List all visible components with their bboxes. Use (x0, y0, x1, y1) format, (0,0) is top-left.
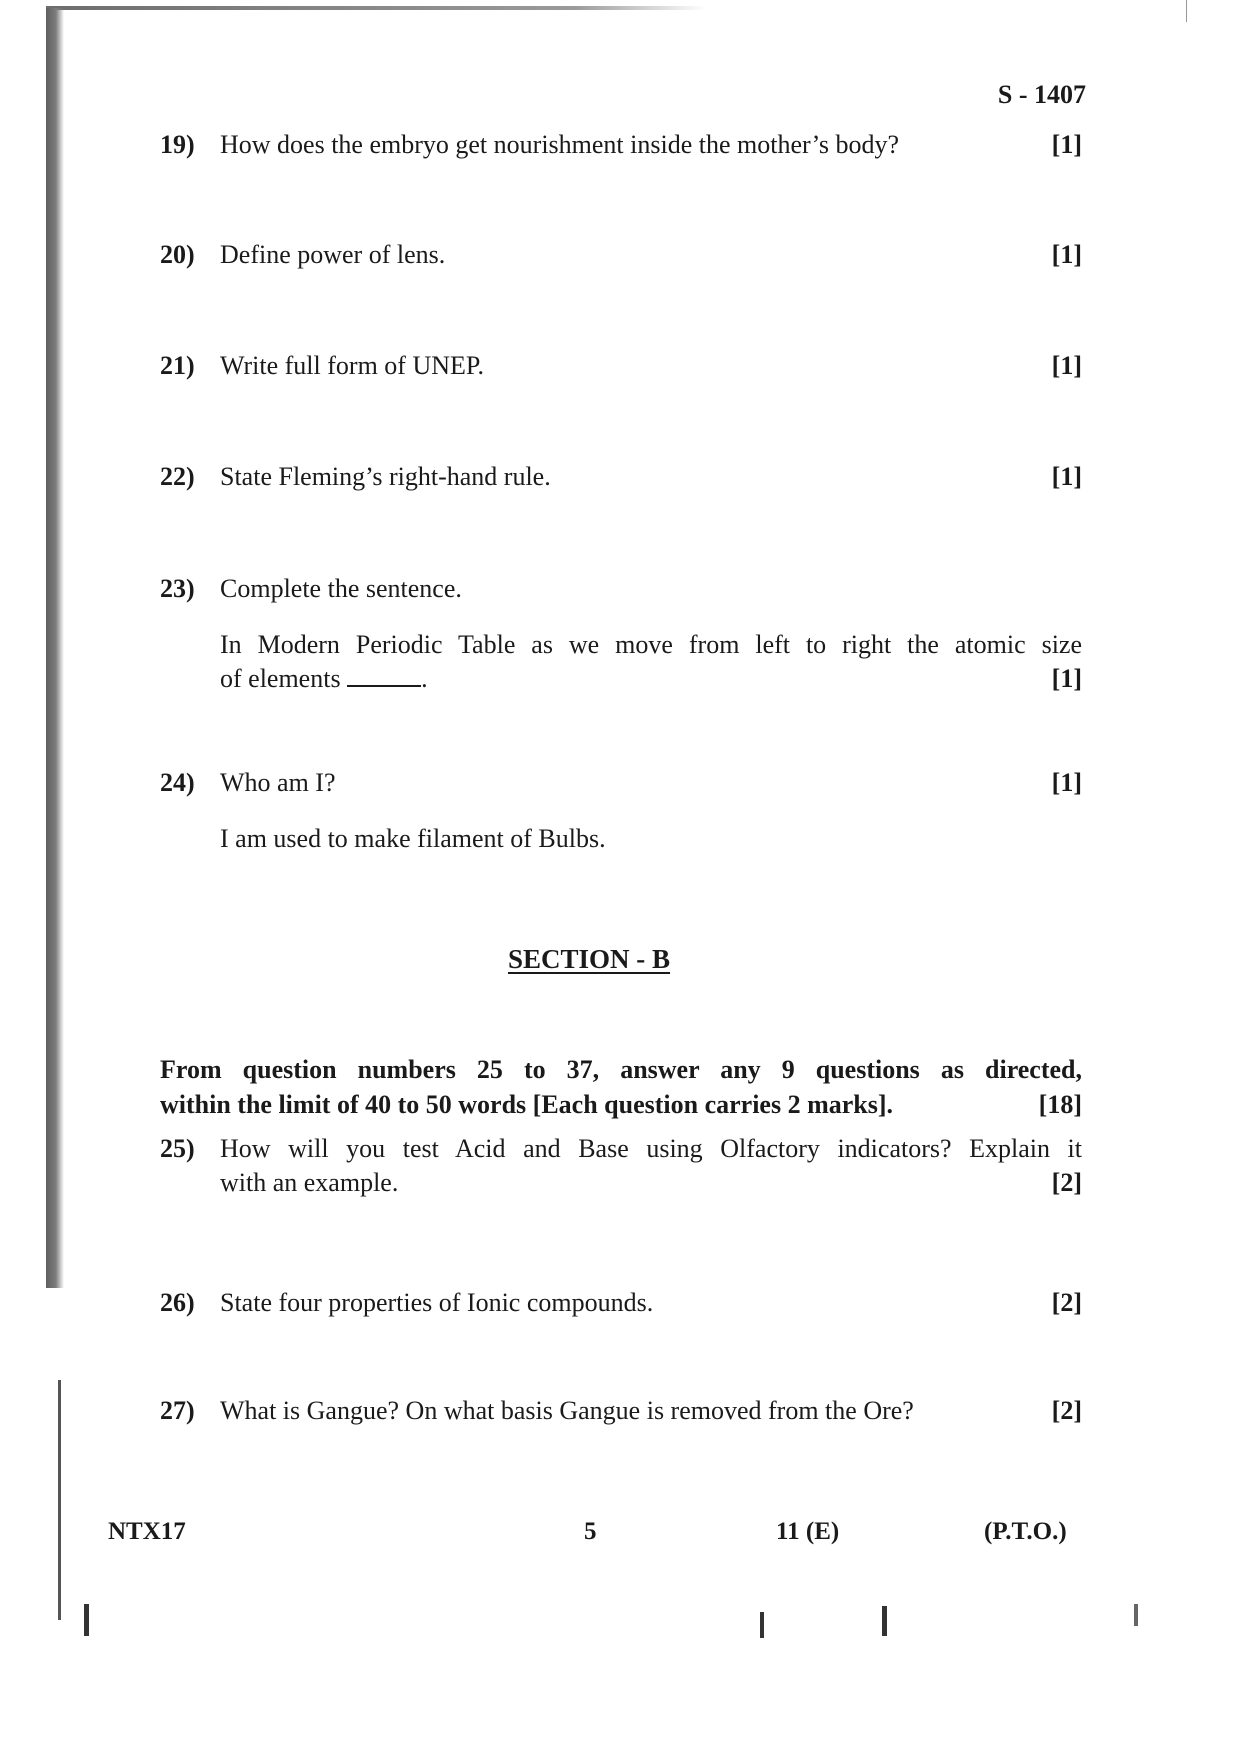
question-number: 20) (160, 240, 195, 269)
question-25 (160, 1132, 1082, 1200)
question-22 (160, 460, 1082, 494)
footer-set: 11 (E) (776, 1518, 840, 1545)
question-marks: [1] (1051, 130, 1082, 159)
question-sub-line: In Modern Periodic Table as we move from left to right the atomic size (220, 630, 1082, 659)
scan-edge-left-lower (58, 1380, 61, 1620)
question-19 (160, 128, 1082, 162)
question-number: 19) (160, 130, 195, 159)
question-text: Complete the sentence. (220, 574, 462, 603)
footer-code: NTX17 (108, 1518, 186, 1545)
instruction-line: From question numbers 25 to 37, answer any 9 questions as directed, (160, 1055, 1082, 1084)
question-text: How will you test Acid and Base using Olfactory indicators? Explain it (220, 1134, 1082, 1163)
question-23 (160, 572, 1082, 696)
question-number: 22) (160, 462, 195, 491)
paper-code: S - 1407 (997, 80, 1086, 109)
question-marks: [2] (1051, 1396, 1082, 1425)
question-number: 26) (160, 1288, 195, 1317)
question-sub-line: I am used to make filament of Bulbs. (220, 824, 606, 853)
question-marks: [1] (1051, 462, 1082, 491)
question-marks: [2] (1051, 1168, 1082, 1197)
scan-mark-bottom-center-right (882, 1606, 887, 1636)
question-text: State Fleming’s right-hand rule. (220, 462, 551, 491)
question-text: What is Gangue? On what basis Gangue is removed from the Ore? (220, 1396, 914, 1425)
question-marks: [1] (1051, 664, 1082, 693)
question-26 (160, 1286, 1082, 1320)
question-text: Write full form of UNEP. (220, 351, 484, 380)
question-text: How does the embryo get nourishment inside the mother’s body? (220, 130, 900, 159)
scan-edge-left (46, 8, 64, 1288)
section-b-instructions (160, 1052, 1082, 1122)
question-text: Define power of lens. (220, 240, 446, 269)
instruction-line: within the limit of 40 to 50 words [Each question carries 2 marks]. (160, 1090, 894, 1119)
question-24 (160, 766, 1082, 856)
question-20 (160, 238, 1082, 272)
question-marks: [2] (1051, 1288, 1082, 1317)
question-text-continued: with an example. (220, 1168, 399, 1197)
question-sub-line: of elements (220, 664, 341, 693)
question-number: 23) (160, 574, 195, 603)
scan-mark-top-right (1186, 0, 1187, 22)
instruction-marks: [18] (1038, 1090, 1082, 1119)
question-text: State four properties of Ionic compounds. (220, 1288, 654, 1317)
question-27 (160, 1394, 1082, 1428)
scan-mark-bottom-left (84, 1604, 89, 1636)
pto-label: (P.T.O.) (984, 1518, 1067, 1545)
sentence-end: . (421, 664, 428, 693)
question-number: 21) (160, 351, 195, 380)
section-b-heading: SECTION - B (507, 944, 671, 974)
question-number: 24) (160, 768, 195, 797)
question-number: 25) (160, 1134, 195, 1163)
question-marks: [1] (1051, 768, 1082, 797)
scan-mark-bottom-right (1134, 1604, 1138, 1626)
question-marks: [1] (1051, 240, 1082, 269)
scan-mark-bottom-center (760, 1612, 764, 1638)
answer-blank (347, 684, 421, 687)
question-number: 27) (160, 1396, 195, 1425)
question-21 (160, 349, 1082, 383)
question-marks: [1] (1051, 351, 1082, 380)
question-text: Who am I? (220, 768, 336, 797)
page-number: 5 (584, 1518, 597, 1545)
scan-edge-top (46, 6, 706, 10)
